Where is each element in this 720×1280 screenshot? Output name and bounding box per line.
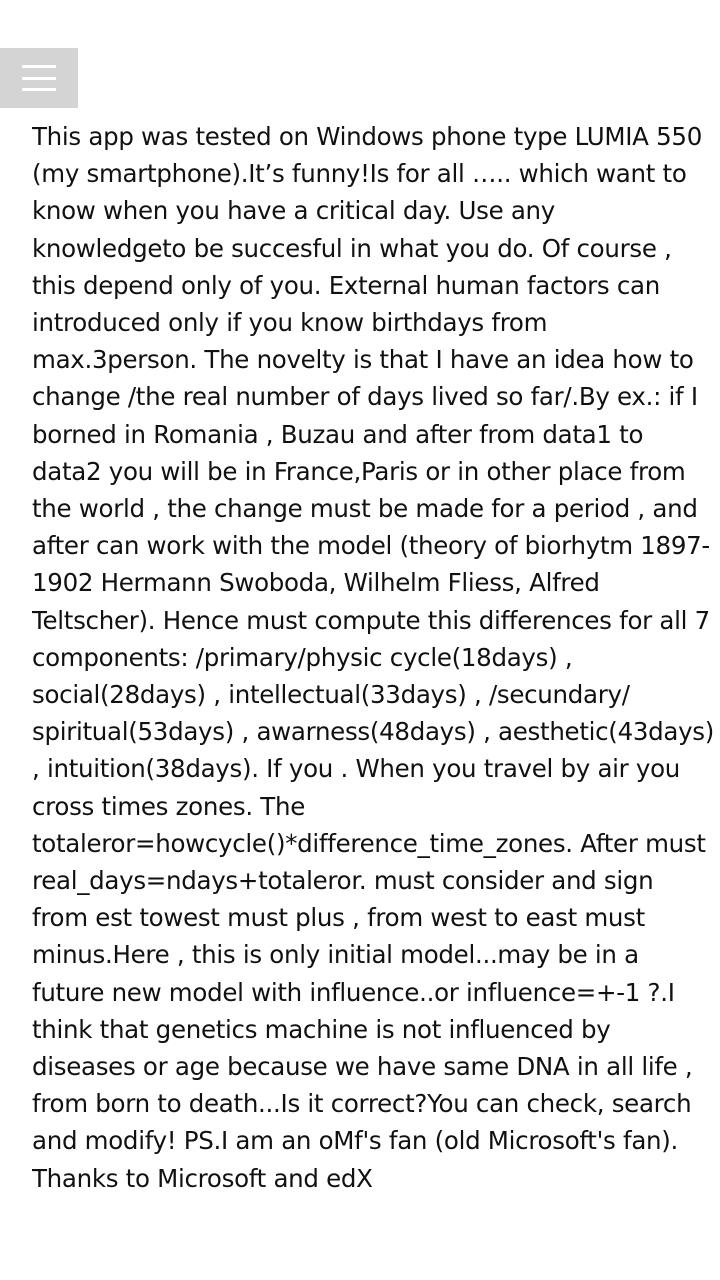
- hamburger-menu-icon: [22, 65, 56, 91]
- menu-button[interactable]: [0, 48, 78, 108]
- about-text: This app was tested on Windows phone type LUMIA 550 (my smartphone).It’s funny!Is for all ….. which want to know when you have a critical day. Use any knowledgeto be succesful in what you do. Of course , this depend only of you. External human factors can introduced only if you know birthdays from max.3person. The novelty is that I have an idea how to change /the real number of days lived so far/.By ex.: if I borned in Romania , Buzau and after from data1 to data2 you will be in France,Paris or in other place from the world , the change must be made for a period , and after can work with the model (theory of biorhytm 1897-1902 Hermann Swoboda, Wilhelm Fliess, Alfred Teltscher). Hence must compute this differences for all 7 components: /primary/physic cycle(18days) , social(28days) , intellectual(33days) , /secundary/ spiritual(53days) , awarness(48days) , aesthetic(43days) , intuition(38days). If you . When you travel by air you cross times zones. The totaleror=howcycle()*difference_time_zones. After must real_days=ndays+totaleror. must consider and sign from est towest must plus , from west to east must minus.Here , this is only initial model...may be in a future new model with influence..or influence=+-1 ?.I think that genetics machine is not influenced by diseases or age because we have same DNA in all life , from born to death...Is it correct?You can check, search and modify! PS.I am an oMf's fan (old Microsoft's fan). Thanks to Microsoft and edX: [32, 122, 715, 1193]
